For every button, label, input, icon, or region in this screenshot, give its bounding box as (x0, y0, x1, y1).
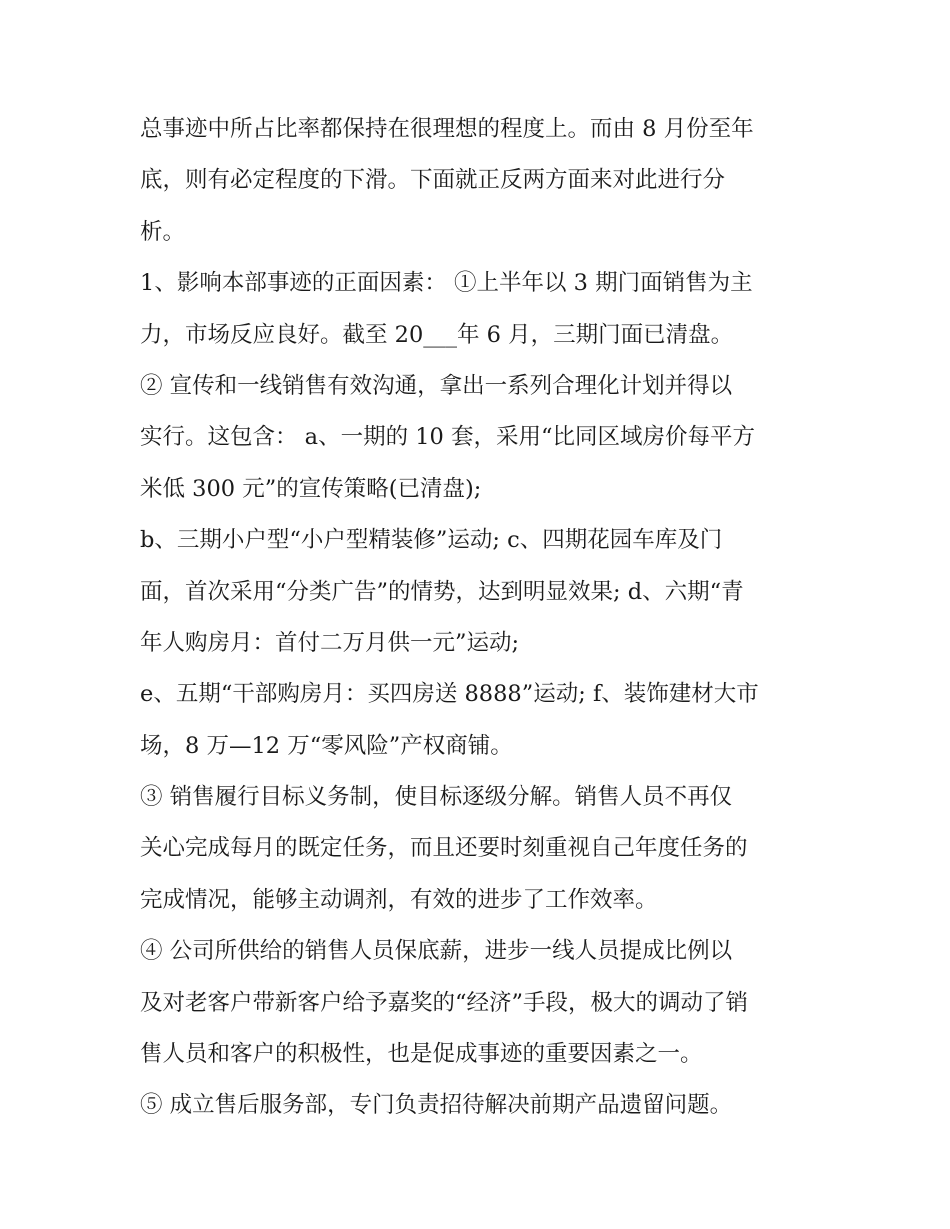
text-line: 关心完成每月的既定任务，而且还要时刻重视自己年度任务的 (140, 835, 748, 862)
paragraph-item-4 (140, 926, 820, 1080)
text-line: b、三期小户型“小户型精装修”运动; c、四期花园车库及门 (140, 527, 723, 554)
text-line: 析。 (140, 218, 186, 245)
paragraph-positive-factors (140, 258, 820, 361)
text-line: ② 宣传和一线销售有效沟通，拿出一系列合理化计划并得以 (140, 372, 733, 399)
text-line: 年人购房月：首付二万月供一元”运动; (140, 629, 520, 656)
paragraph-item-3 (140, 772, 820, 926)
text-line: 底，则有必定程度的下滑。下面就正反两方面来对此进行分 (140, 167, 726, 194)
document-body (140, 104, 820, 1132)
text-line: 总事迹中所占比率都保持在很理想的程度上。而由 8 月份至年 (140, 116, 754, 142)
text-line: 1、影响本部事迹的正面因素： ①上半年以 3 期门面销售为主 (140, 270, 753, 297)
text-line: 完成情况，能够主动调剂，有效的进步了工作效率。 (140, 886, 658, 913)
paragraph-campaigns-b-d (140, 515, 820, 669)
text-line: 及对老客户带新客户给予嘉奖的“经济”手段，极大的调动了销 (140, 989, 749, 1016)
text-line: 面，首次采用“分类广告”的情势，达到明显效果; d、六期“青 (140, 578, 744, 605)
text-line: 场，8 万—12 万“零风险”产权商铺。 (140, 732, 513, 759)
text-line: 米低 300 元”的宣传策略(已清盘); (140, 475, 482, 502)
paragraph-item-2 (140, 361, 820, 515)
text-line: ⑤ 成立售后服务部，专门负责招待解决前期产品遗留问题。 (140, 1092, 733, 1119)
text-line: ③ 销售履行目标义务制，使目标逐级分解。销售人员不再仅 (140, 784, 733, 811)
text-line: 力，市场反应良好。截至 20___年 6 月，三期门面已清盘。 (140, 321, 734, 348)
text-line: e、五期“干部购房月：买四房送 8888”运动; f、装饰建材大市 (140, 681, 759, 708)
text-line: 实行。这包含： a、一期的 10 套，采用“比同区域房价每平方 (140, 424, 756, 451)
text-line: 售人员和客户的积极性，也是促成事迹的重要因素之一。 (140, 1041, 703, 1068)
paragraph-item-5 (140, 1080, 820, 1131)
text-line: ④ 公司所供给的销售人员保底薪，进步一线人员提成比例以 (140, 938, 733, 965)
paragraph-intro (140, 104, 820, 258)
paragraph-campaigns-e-f (140, 669, 820, 772)
